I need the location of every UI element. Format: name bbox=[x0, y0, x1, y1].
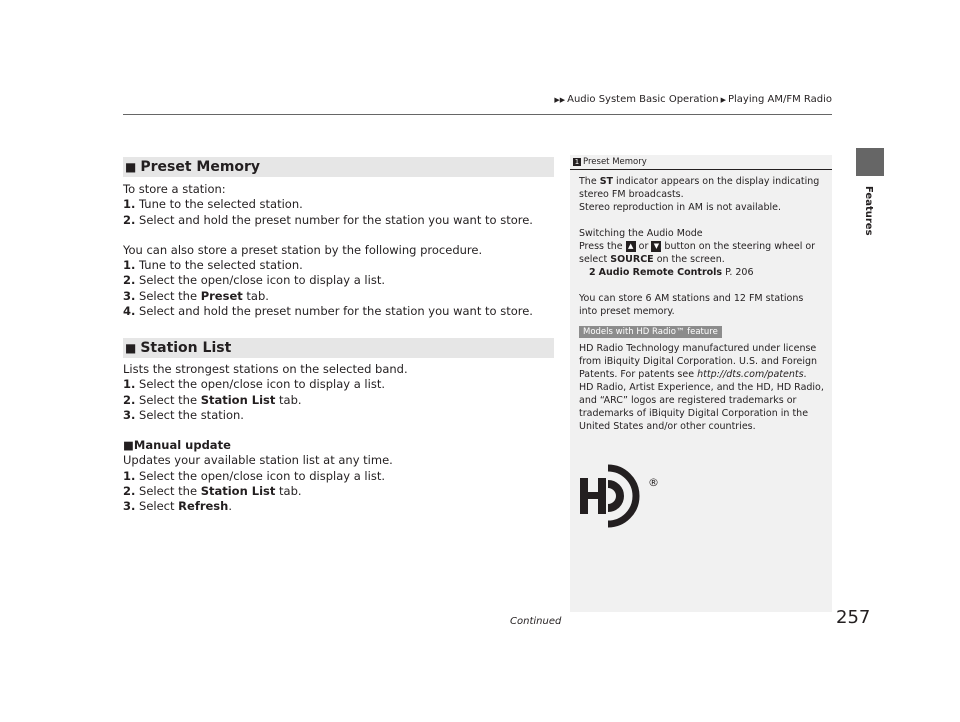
breadcrumb bbox=[552, 94, 832, 105]
step-item bbox=[123, 499, 563, 514]
page-number: 257 bbox=[836, 607, 871, 628]
step-number: 3. bbox=[123, 499, 136, 514]
paragraph: Lists the strongest stations on the selected band. bbox=[123, 362, 408, 376]
step-item bbox=[123, 393, 563, 408]
sidebar-note bbox=[570, 155, 832, 433]
step-text: Select the open/close icon to display a list. bbox=[139, 377, 385, 392]
subheading-text: Manual update bbox=[133, 438, 231, 453]
paragraph: You can store 6 AM stations and 12 FM stations into preset memory. bbox=[579, 293, 804, 317]
model-tag-badge: Models with HD Radio™ feature bbox=[579, 326, 722, 338]
step-text: tab. bbox=[275, 392, 302, 407]
breadcrumb-arrow-icon: ▶▶ bbox=[554, 96, 566, 104]
step-text: tab. bbox=[242, 288, 269, 303]
step-item bbox=[123, 289, 563, 304]
step-text: Select the open/close icon to display a list. bbox=[139, 273, 385, 288]
section-heading-text: Station List bbox=[140, 340, 232, 356]
chapter-tab-marker bbox=[856, 148, 884, 176]
cross-reference-link[interactable]: 2 Audio Remote Controls P. 206 bbox=[589, 267, 754, 278]
header-divider bbox=[123, 114, 832, 115]
sidebar-note-title-text: Preset Memory bbox=[583, 157, 647, 167]
step-number: 1. bbox=[123, 468, 136, 483]
ui-term: Refresh bbox=[178, 499, 229, 514]
breadcrumb-arrow-icon: ▶ bbox=[720, 96, 726, 104]
reference-arrow-icon: 2 bbox=[589, 267, 596, 278]
paragraph: To store a station: bbox=[123, 182, 226, 196]
step-item bbox=[123, 213, 563, 228]
paragraph: Switching the Audio Mode bbox=[579, 228, 703, 239]
step-number: 1. bbox=[123, 258, 136, 273]
step-number: 2. bbox=[123, 273, 136, 288]
paragraph: The ST indicator appears on the display indicating stereo FM broadcasts. bbox=[579, 176, 820, 200]
step-text: Select and hold the preset number for the station you want to store. bbox=[139, 304, 533, 319]
step-text: Select the station. bbox=[139, 407, 244, 422]
step-item bbox=[123, 273, 563, 288]
paragraph: Press the ▲ or ▼ button on the steering wheel or bbox=[579, 241, 816, 252]
continued-label: Continued bbox=[510, 616, 562, 627]
step-text: tab. bbox=[275, 484, 302, 499]
step-text: Tune to the selected station. bbox=[139, 258, 303, 273]
step-number: 1. bbox=[123, 377, 136, 392]
section-heading-preset-memory bbox=[123, 157, 554, 177]
step-text: Select and hold the preset number for the station you want to store. bbox=[139, 212, 533, 227]
paragraph: Updates your available station list at any time. bbox=[123, 453, 393, 468]
paragraph: You can also store a preset station by the following procedure. bbox=[123, 242, 483, 257]
step-number: 2. bbox=[123, 484, 136, 499]
channel-up-button-icon: ▲ bbox=[626, 241, 636, 252]
breadcrumb-item-audio-system[interactable]: Audio System Basic Operation bbox=[567, 94, 719, 105]
section-heading-text: Preset Memory bbox=[140, 159, 261, 175]
registered-mark: ® bbox=[648, 476, 659, 489]
chapter-tab-label[interactable]: Features bbox=[863, 186, 874, 236]
step-text: Tune to the selected station. bbox=[139, 197, 303, 212]
step-item bbox=[123, 408, 563, 423]
step-number: 3. bbox=[123, 288, 136, 303]
step-item bbox=[123, 377, 563, 392]
step-item bbox=[123, 469, 563, 484]
step-item bbox=[123, 197, 563, 212]
step-text: Select the open/close icon to display a list. bbox=[139, 468, 385, 483]
step-item bbox=[123, 484, 563, 499]
square-bullet-icon: ■ bbox=[125, 160, 137, 174]
step-item bbox=[123, 304, 563, 319]
step-number: 2. bbox=[123, 392, 136, 407]
channel-down-button-icon: ▼ bbox=[651, 241, 661, 252]
step-number: 2. bbox=[123, 212, 136, 227]
paragraph: HD Radio Technology manufactured under license from iBiquity Digital Corporation. U.S. and Foreign Patents. For patents see http://dts.com/patents. HD Radio, Artist Experience, and the HD, HD Radio, and “ARC” logos are registered trademarks or trademarks of iBiquity Digital Corporation in the United States and/or other countries. bbox=[579, 343, 824, 432]
section-heading-station-list bbox=[123, 338, 554, 358]
breadcrumb-item-playing-radio[interactable]: Playing AM/FM Radio bbox=[728, 94, 832, 105]
note-marker-icon: 1 bbox=[574, 157, 580, 166]
step-text: Select the bbox=[139, 288, 201, 303]
subheading-manual-update bbox=[123, 438, 563, 453]
ui-term: Station List bbox=[200, 392, 276, 407]
preset-memory-body bbox=[123, 182, 563, 319]
ui-term: Preset bbox=[200, 288, 243, 303]
paragraph: Stereo reproduction in AM is not available. bbox=[579, 202, 782, 213]
sidebar-note-title bbox=[570, 155, 832, 168]
ui-term: Station List bbox=[200, 484, 276, 499]
step-number: 3. bbox=[123, 407, 136, 422]
step-text: . bbox=[228, 499, 232, 514]
hd-radio-logo bbox=[580, 460, 662, 532]
step-number: 1. bbox=[123, 197, 136, 212]
paragraph: select SOURCE on the screen. bbox=[579, 254, 725, 265]
step-text: Select bbox=[139, 499, 179, 514]
step-text: Select the bbox=[139, 392, 201, 407]
step-item bbox=[123, 258, 563, 273]
station-list-body bbox=[123, 362, 563, 515]
square-bullet-icon: ■ bbox=[123, 438, 134, 453]
step-number: 4. bbox=[123, 304, 136, 319]
square-bullet-icon: ■ bbox=[125, 341, 137, 355]
step-text: Select the bbox=[139, 484, 201, 499]
